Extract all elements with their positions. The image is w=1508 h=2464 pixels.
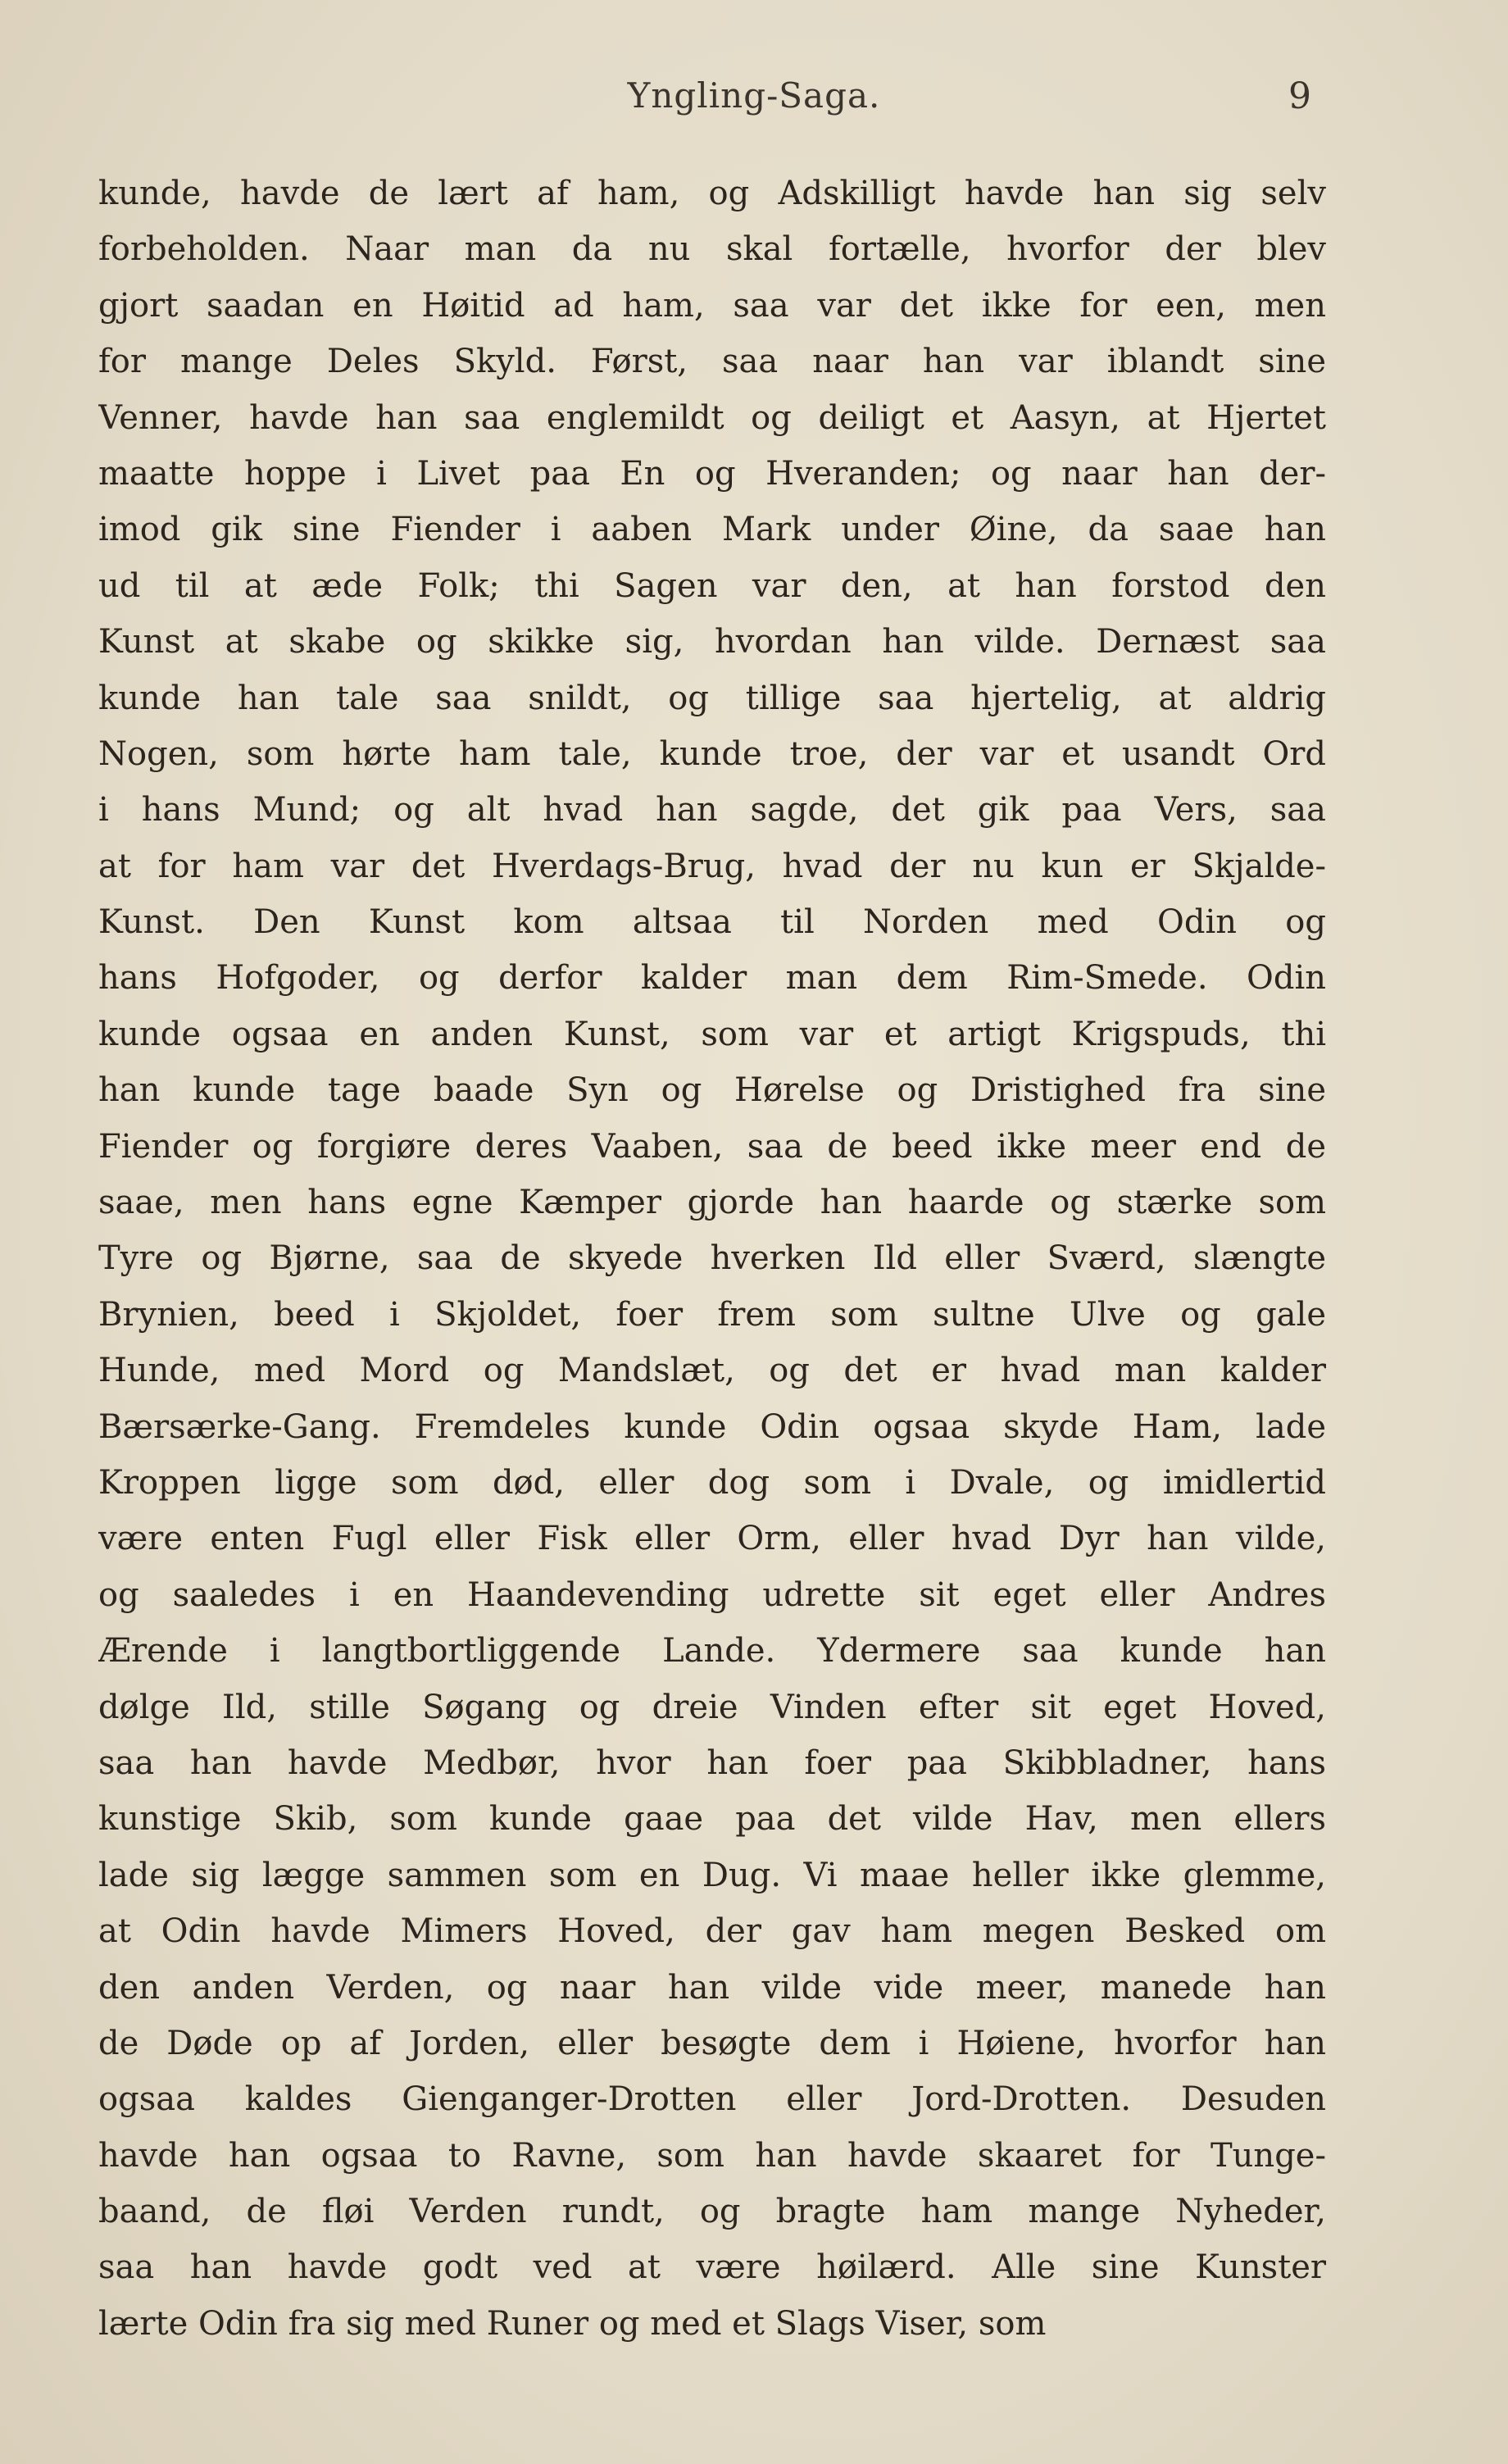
text-line: Tyre og Bjørne, saa de skyede hverken Ild eller Sværd, slængte [98,1239,1326,1278]
text-line: saae, men hans egne Kæmper gjorde han haarde og stærke som [98,1184,1326,1222]
text-line: ogsaa kaldes Gienganger-Drotten eller Jord-Drotten. Desuden [98,2080,1326,2119]
text-line: de Døde op af Jorden, eller besøgte dem i Høiene, hvorfor han [98,2024,1326,2062]
text-line: lade sig lægge sammen som en Dug. Vi maae heller ikke glemme, [98,1856,1326,1894]
text-line: hans Hofgoder, og derfor kalder man dem Rim-Smede. Odin [98,959,1326,998]
running-title: Yngling-Saga. [627,75,881,116]
text-line: kunstige Skib, som kunde gaae paa det vilde Hav, men ellers [98,1800,1326,1839]
text-line: Kunst. Den Kunst kom altsaa til Norden med Odin og [98,903,1326,942]
text-line: ud til at æde Folk; thi Sagen var den, at han forstod den [98,566,1326,605]
text-line: Fiender og forgiøre deres Vaaben, saa de beed ikke meer end de [98,1127,1326,1166]
text-line: lærte Odin fra sig med Runer og med et Slags Viser, som [98,2304,1047,2343]
text-line: Nogen, som hørte ham tale, kunde troe, der var et usandt Ord [98,734,1326,773]
text-line: for mange Deles Skyld. Først, saa naar han var iblandt sine [98,343,1326,381]
text-line: saa han havde godt ved at være høilærd. Alle sine Kunster [98,2248,1326,2287]
text-line: forbeholden. Naar man da nu skal fortælle, hvorfor der blev [98,230,1326,269]
text-line: kunde, havde de lært af ham, og Adskilligt havde han sig selv [98,175,1326,212]
text-line: i hans Mund; og alt hvad han sagde, det gik paa Vers, saa [98,791,1326,830]
text-line: Kunst at skabe og skikke sig, hvordan han vilde. Dernæst saa [98,623,1326,661]
body-text [98,166,1326,2352]
text-line: Bærsærke-Gang. Fremdeles kunde Odin ogsaa skyde Ham, lade [98,1407,1326,1446]
page-header [0,75,1508,125]
text-line: gjort saadan en Høitid ad ham, saa var det ikke for een, men [98,286,1326,325]
text-line: Kroppen ligge som død, eller dog som i Dvale, og imidlertid [98,1463,1326,1502]
text-line: at for ham var det Hverdags-Brug, hvad der nu kun er Skjalde- [98,847,1326,885]
text-line: imod gik sine Fiender i aaben Mark under Øine, da saae han [98,511,1326,549]
text-line: kunde ogsaa en anden Kunst, som var et artigt Krigspuds, thi [98,1015,1326,1053]
text-line: Ærende i langtbortliggende Lande. Ydermere saa kunde han [98,1632,1326,1671]
text-line: maatte hoppe i Livet paa En og Hveranden; og naar han der- [98,454,1326,493]
text-line: havde han ogsaa to Ravne, som han havde skaaret for Tunge- [98,2136,1326,2175]
text-line: kunde han tale saa snildt, og tillige saa hjertelig, at aldrig [98,679,1326,717]
page-number: 9 [1288,75,1311,117]
text-line: baand, de fløi Verden rundt, og bragte ham mange Nyheder, [98,2193,1326,2231]
text-line: Brynien, beed i Skjoldet, foer frem som sultne Ulve og gale [98,1295,1326,1334]
text-line: og saaledes i en Haandevending udrette sit eget eller Andres [98,1575,1326,1614]
text-line: dølge Ild, stille Søgang og dreie Vinden efter sit eget Hoved, [98,1688,1326,1726]
text-line: være enten Fugl eller Fisk eller Orm, eller hvad Dyr han vilde, [98,1520,1326,1558]
text-line: saa han havde Medbør, hvor han foer paa Skibbladner, hans [98,1743,1326,1782]
text-line: Venner, havde han saa englemildt og deiligt et Aasyn, at Hjertet [98,398,1326,437]
text-line: at Odin havde Mimers Hoved, der gav ham megen Besked om [98,1912,1326,1951]
text-line: han kunde tage baade Syn og Hørelse og Dristighed fra sine [98,1071,1326,1110]
text-line: Hunde, med Mord og Mandslæt, og det er hvad man kalder [98,1352,1326,1390]
text-line: den anden Verden, og naar han vilde vide meer, manede han [98,1968,1326,2007]
